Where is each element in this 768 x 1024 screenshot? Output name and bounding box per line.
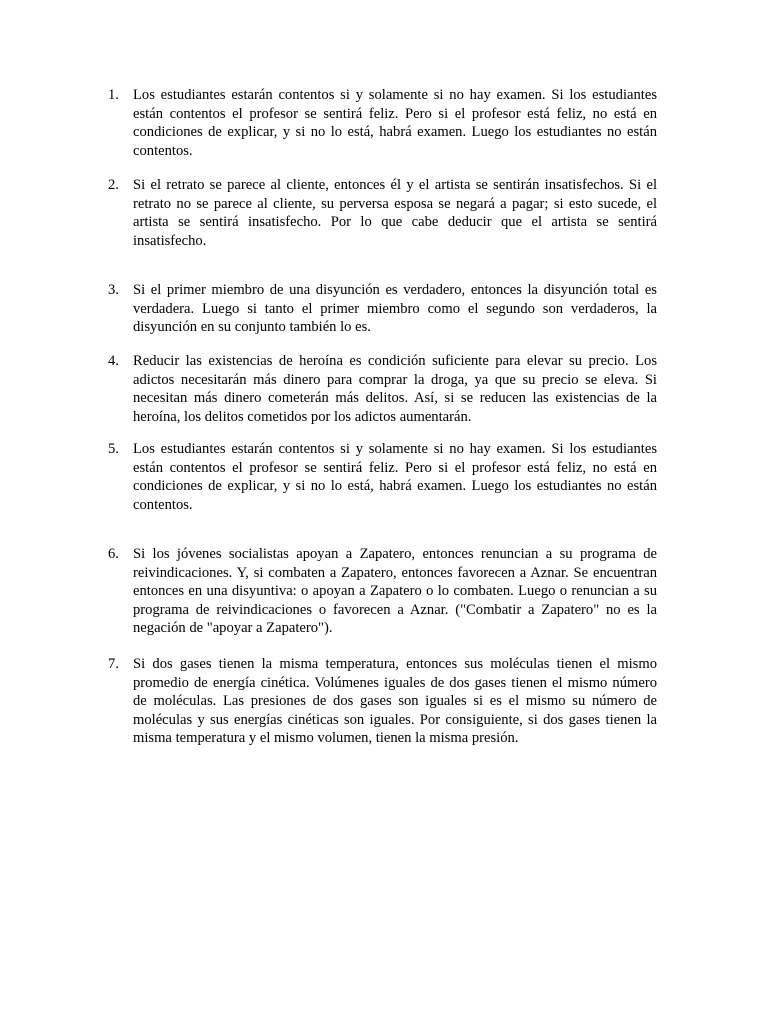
item-number: 2. bbox=[108, 177, 119, 193]
item-number: 6. bbox=[108, 546, 119, 562]
item-number: 1. bbox=[108, 87, 119, 103]
list-item bbox=[108, 440, 657, 514]
list-item bbox=[108, 281, 657, 337]
item-number: 3. bbox=[108, 282, 119, 298]
item-text: Si el retrato se parece al cliente, entonces él y el artista se sentirán insatisfechos. Si el retrato no se parece al cliente, su perversa esposa se negará a pagar; si esto sucede, el artista se sentirá insatisfecho. Por lo que cabe deducir que el artista se sentirá insatisfecho. bbox=[133, 177, 657, 249]
item-number: 4. bbox=[108, 353, 119, 369]
item-text: Si dos gases tienen la misma temperatura, entonces sus moléculas tienen el mismo promedio de energía cinética. Volúmenes iguales de dos gases tienen el mismo número de moléculas. Las presiones de dos gases son iguales si es el mismo su número de moléculas y sus energías cinéticas son iguales. Por consiguiente, si dos gases tienen la misma temperatura y el mismo volumen, tienen la misma presión. bbox=[133, 656, 657, 746]
list-item bbox=[108, 176, 657, 250]
item-text: Reducir las existencias de heroína es condición suficiente para elevar su precio. Los adictos necesitarán más dinero para comprar la droga, ya que su precio se eleva. Si necesitan más dinero cometerán más delitos. Así, si se reducen las existencias de la heroína, los delitos cometidos por los adictos aumentarán. bbox=[133, 353, 657, 425]
item-text: Los estudiantes estarán contentos si y solamente si no hay examen. Si los estudiantes están contentos el profesor se sentirá feliz. Pero si el profesor está feliz, no está en condiciones de explicar, y si no lo está, habrá examen. Luego los estudiantes no están contentos. bbox=[133, 87, 657, 159]
item-text: Los estudiantes estarán contentos si y solamente si no hay examen. Si los estudiantes están contentos el profesor se sentirá feliz. Pero si el profesor está feliz, no está en condiciones de explicar, y si no lo está, habrá examen. Luego los estudiantes no están contentos. bbox=[133, 441, 657, 513]
item-number: 5. bbox=[108, 441, 119, 457]
list-item bbox=[108, 655, 657, 748]
list-item bbox=[108, 545, 657, 638]
list-item bbox=[108, 86, 657, 160]
item-text: Si los jóvenes socialistas apoyan a Zapatero, entonces renuncian a su programa de reivindicaciones. Y, si combaten a Zapatero, entonces favorecen a Aznar. Se encuentran entonces en una disyuntiva: o apoyan a Zapatero o lo combaten. Luego o renuncian a su programa de reivindicaciones o favorecen a Aznar. ("Combatir a Zapatero" no es la negación de "apoyar a Zapatero"). bbox=[133, 546, 657, 636]
item-text: Si el primer miembro de una disyunción es verdadero, entonces la disyunción total es verdadera. Luego si tanto el primer miembro como el segundo son verdaderos, la disyunción en su conjunto también lo es. bbox=[133, 282, 657, 335]
list-item bbox=[108, 352, 657, 426]
item-number: 7. bbox=[108, 656, 119, 672]
